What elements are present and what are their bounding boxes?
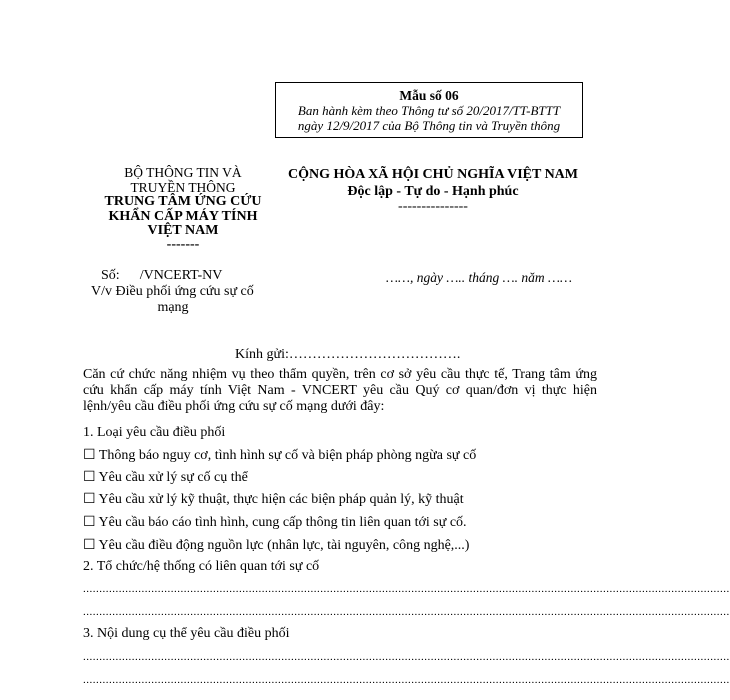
section1-heading: 1. Loại yêu cầu điều phối (83, 425, 226, 440)
dotted-fill-line: ....................................................................................................................................................................................................... (83, 583, 730, 595)
ministry-line2: TRUYỀN THÔNG (130, 179, 236, 195)
organization-header (83, 166, 283, 251)
ministry-line1: BỘ THÔNG TIN VÀ (124, 165, 242, 180)
option-row (83, 491, 464, 508)
national-separator: --------------- (398, 199, 468, 214)
organization-separator: ------- (166, 236, 200, 252)
option-label: Yêu cầu báo cáo tình hình, cung cấp thông tin liên quan tới sự cố. (98, 515, 467, 530)
national-motto: Độc lập - Tự do - Hạnh phúc (347, 184, 519, 199)
checkbox-icon[interactable]: ☐ (83, 538, 96, 553)
number-label: Số: (101, 268, 120, 283)
option-row (83, 514, 467, 531)
intro-paragraph: Căn cứ chức năng nhiệm vụ theo thẩm quyền, trên cơ sở yêu cầu thực tế, Trang tâm ứng cứu khẩn cấp máy tính Việt Nam - VNCERT yêu cầu Quý cơ quan/đơn vị thực hiện lệnh/yêu cầu điều phối ứng cứu sự cố mạng dưới đây: (83, 367, 597, 414)
option-row (83, 447, 476, 464)
form-issued-line2: ngày 12/9/2017 của Bộ Thông tin và Truyền thông (297, 118, 561, 133)
checkbox-icon[interactable]: ☐ (83, 492, 96, 507)
option-row (83, 469, 248, 486)
national-header (275, 166, 591, 214)
form-issued-line1: Ban hành kèm theo Thông tư số 20/2017/TT-BTTT (297, 103, 561, 118)
section2-heading: 2. Tổ chức/hệ thống có liên quan tới sự cố (83, 559, 320, 574)
option-label: Yêu cầu điều động nguồn lực (nhân lực, tài nguyên, công nghệ,...) (98, 538, 470, 553)
subject-line1: V/v Điều phối ứng cứu sự cố (91, 284, 254, 299)
document-number-block (83, 268, 288, 316)
section3-heading: 3. Nội dung cụ thể yêu cầu điều phối (83, 626, 290, 641)
center-line3: VIỆT NAM (147, 223, 219, 238)
center-line1: TRUNG TÂM ỨNG CỨU (104, 194, 262, 209)
checkbox-icon[interactable]: ☐ (83, 515, 96, 530)
option-label: Thông báo nguy cơ, tình hình sự cố và biện pháp phòng ngừa sự cố (98, 448, 477, 463)
form-number-box (275, 82, 583, 138)
option-label: Yêu cầu xử lý kỹ thuật, thực hiện các biện pháp quản lý, kỹ thuật (98, 492, 464, 507)
option-row (83, 537, 469, 554)
date-line: ……, ngày ….. tháng …. năm …… (386, 270, 573, 285)
dotted-fill-line: ....................................................................................................................................................................................................... (83, 606, 730, 618)
dotted-fill-line: ....................................................................................................................................................................................................... (83, 651, 730, 663)
checkbox-icon[interactable]: ☐ (83, 470, 96, 485)
checkbox-icon[interactable]: ☐ (83, 448, 96, 463)
recipient-line: Kính gửi:………………………………. (235, 347, 461, 362)
center-line2: KHẨN CẤP MÁY TÍNH (108, 208, 258, 224)
option-label: Yêu cầu xử lý sự cố cụ thể (98, 470, 248, 485)
number-suffix: /VNCERT-NV (139, 268, 223, 283)
dotted-fill-line: ....................................................................................................................................................................................................... (83, 674, 730, 686)
national-title: CỘNG HÒA XÃ HỘI CHỦ NGHĨA VIỆT NAM (287, 167, 578, 182)
form-title: Mẫu số 06 (399, 88, 459, 103)
subject-line2: mạng (157, 300, 189, 315)
